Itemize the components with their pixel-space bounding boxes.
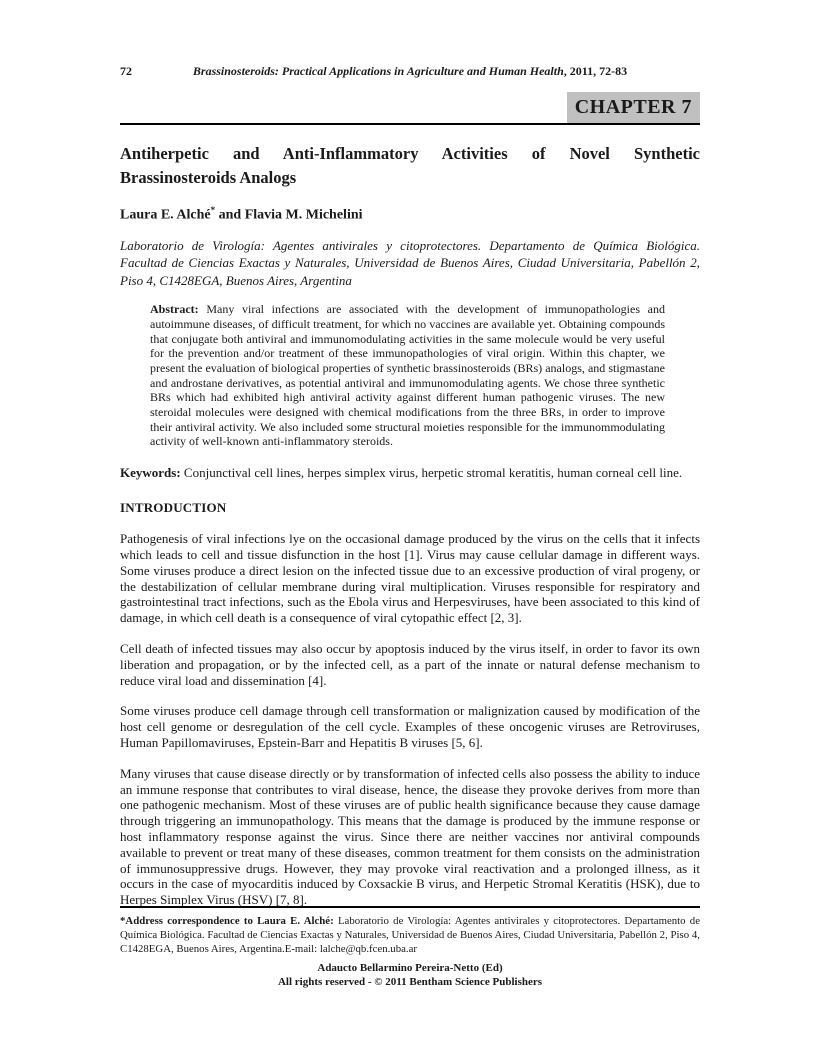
publisher-block [120, 961, 700, 989]
footnote-correspondence [120, 914, 700, 956]
author-asterisk: * [210, 205, 216, 215]
chapter-rule [120, 92, 700, 125]
footnote-rule [120, 906, 700, 908]
intro-paragraph-3: Some viruses produce cell damage through cell transformation or malignization caused by modification of the host cell genome or desregulation of the cell cycle. Examples of these oncogenic viruses are Retroviruses, Human Papillomaviruses, Epstein-Barr and Hepatitis B viruses [5, 6]. [120, 703, 700, 750]
author-name-rest: and Flavia M. Michelini [215, 207, 363, 223]
page-content [120, 64, 700, 908]
chapter-badge: CHAPTER 7 [567, 92, 700, 123]
running-title [120, 64, 700, 79]
section-heading-introduction: INTRODUCTION [120, 500, 227, 516]
page-number: 72 [120, 64, 132, 78]
editor-line: Adaucto Bellarmino Pereira-Netto (Ed) [317, 962, 503, 974]
keywords-label: Keywords: [120, 465, 181, 481]
footnote-correspondence-label: *Address correspondence to Laura E. Alché: [120, 915, 334, 927]
footnote-area [120, 906, 700, 989]
copyright-line: All rights reserved - © 2011 Bentham Science Publishers [277, 976, 543, 988]
keywords-text: Conjunctival cell lines, herpes simplex virus, herpetic stromal keratitis, human corneal cell line. [180, 465, 683, 481]
article-title: Antiherpetic and Anti-Inflammatory Activities of Novel Synthetic Brassinosteroids Analogs [120, 144, 700, 187]
abstract-text: Many viral infections are associated with the development of immunopathologies and autoimmune diseases, of difficult treatment, for which no vaccines are available yet. Obtaining compounds that conjugate both antiviral and immunomodulating activities in the same molecule would be very useful for the prevention and/or treatment of these immunopathologies of viral origin. Within this chapter, we present the evaluation of biological properties of synthetic brassinosteroids (BRs) analogs, and stigmastane and androstane derivatives, as potential antiviral and immunomodulating agents. We chose three synthetic BRs which had exhibited high antiviral activity against different human pathogenic viruses. The new steroidal molecules were designed with chemical modifications from the three BRs, in order to improve their antiviral activity. We also included some structural moieties responsible for the immunommodulating activity of well-known anti-inflammatory steroids. [150, 302, 665, 449]
author-name-first: Laura E. Alché [120, 207, 211, 223]
intro-paragraph-1: Pathogenesis of viral infections lye on the occasional damage produced by the virus on the cells that it infects which leads to cell and tissue disfunction in the host [1]. Virus may cause cellular damage in different ways. Some viruses produce a direct lesion on the infected tissue due to an excessive production of viral progeny, or the destabilization of cellular membrane during viral multiplication. Viruses responsible for respiratory and gastrointestinal tract infections, such as the Ebola virus and Herpesviruses, have been associated to this kind of damage, in which cell death is a consequence of viral cytopathic effect [2, 3]. [120, 531, 700, 626]
intro-paragraph-4: Many viruses that cause disease directly or by transformation of infected cells also possess the ability to induce an immune response that contributes to viral disease, hence, the disease they provoke derives from more than one pathogenic mechanism. Most of these viruses are of public health significance because they cause damage through triggering an immunopathology. This means that the damage is produced by the immune response or host inflammatory response against the virus. Since there are neither vaccines nor antiviral compounds available to prevent or treat many of these diseases, common treatment for them consists on the administration of immunosuppressive drugs. However, they may provoke viral reactivation and a prolonged illness, as it occurs in the case of myocarditis induced by Coxsackie B virus, and Herpetic Stromal Keratitis (HSK), due to Herpes Simplex Virus (HSV) [7, 8]. [120, 765, 700, 908]
footnote-correspondence-text: Laboratorio de Virología: Agentes antivirales y citoprotectores. Departamento de Química Biológica. Facultad de Ciencias Exactas y Naturales, Universidad de Buenos Aires, Ciudad Universitaria, Pabellón 2, Piso 4, C1428EGA, Buenos Aires, Argentina.E-mail: lalche@qb.fcen.uba.ar [120, 915, 700, 955]
abstract-label: Abstract: [150, 302, 199, 317]
affiliation: Laboratorio de Virología: Agentes antivirales y citoprotectores. Departamento de Química Biológica. Facultad de Ciencias Exactas y Naturales, Universidad de Buenos Aires, Ciudad Universitaria, Pabellón 2, Piso 4, C1428EGA, Buenos Aires, Argentina [120, 237, 700, 288]
authors-line [120, 205, 700, 224]
running-title-journal: Brassinosteroids: Practical Applications in Agriculture and Human Health [192, 64, 564, 78]
keywords-line [120, 465, 700, 481]
abstract [150, 302, 665, 449]
running-header [120, 64, 700, 80]
intro-paragraph-2: Cell death of infected tissues may also occur by apoptosis induced by the virus itself, in order to favor its own liberation and propagation, or by the infected cell, as a part of the innate or natural defense mechanism to reduce viral load and dissemination [4]. [120, 640, 700, 688]
running-title-pages: , 2011, 72-83 [563, 64, 628, 78]
